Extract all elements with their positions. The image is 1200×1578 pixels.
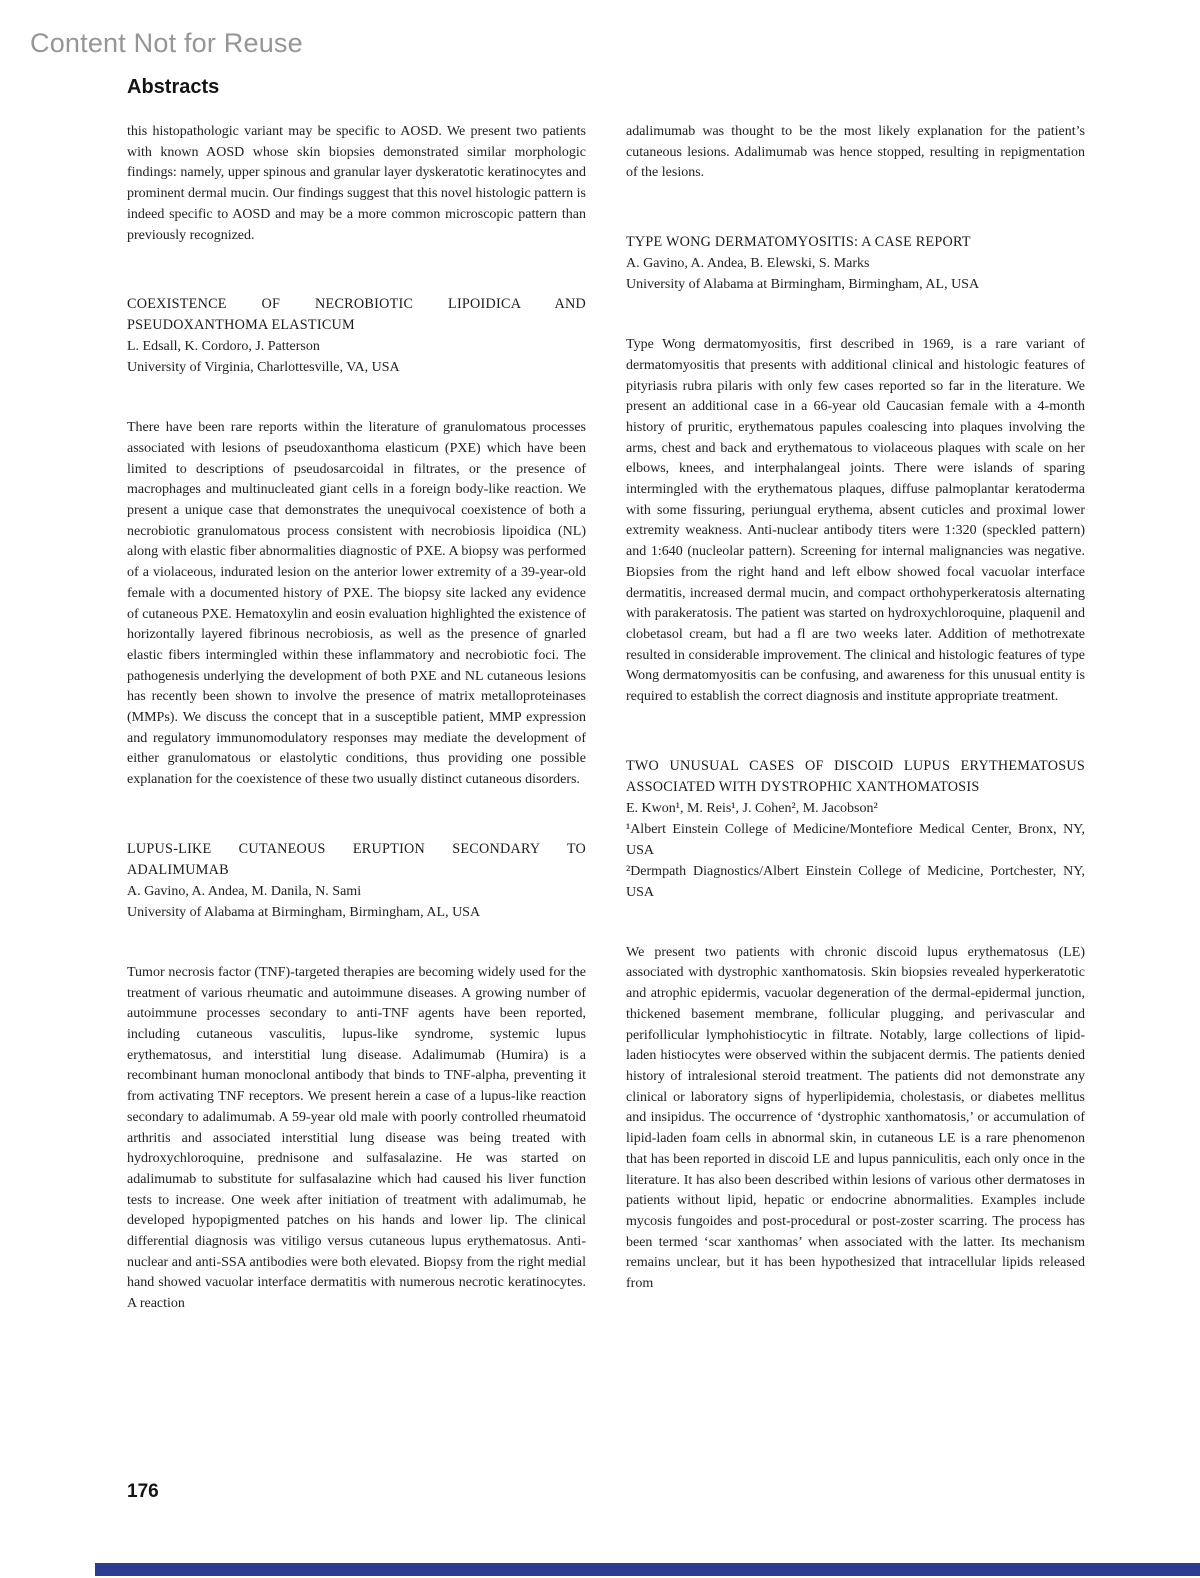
abstract-affiliation: University of Alabama at Birmingham, Birmingham, AL, USA bbox=[127, 904, 481, 920]
page-number: 176 bbox=[127, 1481, 159, 1502]
abstract-authors: A. Gavino, A. Andea, M. Danila, N. Sami bbox=[127, 883, 362, 899]
abstract-authors: L. Edsall, K. Cordoro, J. Patterson bbox=[127, 339, 320, 355]
continuation-paragraph: this histopathologic variant may be specific to AOSD. We present two patients with known AOSD whose skin biopsies demonstrated similar morphologic findings: namely, upper spinous and granular layer dyskeratotic keratinocytes and prominent dermal mucin. Our findings suggest that this novel histologic pattern is indeed specific to AOSD and may be a more common microscopic pattern than previously recognized. bbox=[127, 124, 586, 243]
abstract-body: There have been rare reports within the literature of granulomatous processes associated with lesions of pseudoxanthoma elasticum (PXE) which have been limited to descriptions of pseudosarcoidal in filtrates, or the presence of macrophages and multinucleated giant cells in a foreign body-like reaction. We present a unique case that demonstrates the unequivocal coexistence of both a necrobiotic granulomatous process consistent with necrobiosis lipoidica (NL) along with elastic fiber abnormalities diagnostic of PXE. A biopsy was performed of a violaceous, indurated lesion on the anterior lower extremity of a 39-year-old female with a documented history of PXE. The biopsy site lacked any evidence of cutaneous PXE. Hematoxylin and eosin evaluation highlighted the existence of horizontally layered fibrinous necrobiosis, as well as the presence of gnarled elastic fibers intermingled within these inflammatory and necrobiotic foci. The pathogenesis underlying the development of both PXE and NL cutaneous lesions has recently been shown to involve the presence of matrix metalloproteinases (MMPs). We discuss the concept that in a susceptible patient, MMP expression and regulatory immunomodulatory responses may mediate the development of either granulomatous or elastolytic conditions, thus providing one possible explanation for the coexistence of these two usually distinct cutaneous disorders. bbox=[127, 420, 586, 788]
right-column bbox=[626, 122, 1085, 1315]
abstract-affiliation: ²Dermpath Diagnostics/Albert Einstein College of Medicine, Portchester, NY, USA bbox=[626, 863, 1085, 900]
footer-bar bbox=[95, 1563, 1200, 1576]
section-title: Abstracts bbox=[127, 76, 220, 98]
abstract-authors: E. Kwon¹, M. Reis¹, J. Cohen², M. Jacobson² bbox=[626, 800, 878, 816]
abstract-affiliation: University of Virginia, Charlottesville, VA, USA bbox=[127, 360, 400, 376]
watermark: Content Not for Reuse bbox=[30, 28, 303, 58]
abstract-body: We present two patients with chronic discoid lupus erythematosus (LE) associated with dystrophic xanthomatosis. Skin biopsies revealed hyperkeratotic and atrophic epidermis, vacuolar degeneration of the dermal-epidermal junction, thickened basement membrane, follicular plugging, and perivascular and perifollicular lymphohistiocytic in filtrate. Notably, large collections of lipid-laden histiocytes were observed within the subjacent dermis. The patients denied history of intralesional steroid treatment. The patients did not demonstrate any clinical or laboratory signs of hyperlipidemia, cholestasis, or diabetes mellitus and insipidus. The occurrence of ‘dystrophic xanthomatosis,’ or accumulation of lipid-laden foam cells in abnormal skin, in cutaneous LE is a rare phenomenon that has been reported in discoid LE and lupus panniculitis, each only once in the literature. It has also been described within lesions of various other dermatoses in patients without lipid, hepatic or endocrine abnormalities. Examples include mycosis fungoides and post-procedural or post-zoster scarring. The process has been termed ‘scar xanthomas’ when associated with the latter. Its mechanism remains unclear, but it has been hypothesized that intracellular lipids released from bbox=[626, 944, 1085, 1292]
abstract-affiliation: University of Alabama at Birmingham, Birmingham, AL, USA bbox=[626, 277, 980, 293]
abstract-affiliation: ¹Albert Einstein College of Medicine/Montefiore Medical Center, Bronx, NY, USA bbox=[626, 821, 1085, 858]
abstract-heading: LUPUS-LIKE CUTANEOUS ERUPTION SECONDARY TO ADALIMUMAB bbox=[127, 840, 586, 878]
abstract-heading: TYPE WONG DERMATOMYOSITIS: A CASE REPORT bbox=[626, 234, 971, 251]
abstract-body: Type Wong dermatomyositis, first described in 1969, is a rare variant of dermatomyositis that presents with additional clinical and histologic features of pityriasis rubra pilaris with only few cases reported so far in the literature. We present an additional case in a 66-year old Caucasian female with a 4-month history of pruritic, erythematous papules coalescing into plaques involving the arms, chest and back and erythematous to violaceous plaques with scale on her elbows, knees, and interphalangeal joints. There were islands of sparing intermingled with the erythematous plaques, diffuse palmoplantar keratoderma with some fissuring, periungual erythema, absent cuticles and proximal lower extremity weakness. Anti-nuclear antibody titers were 1:320 (speckled pattern) and 1:640 (nucleolar pattern). Screening for internal malignancies was negative. Biopsies from the right hand and left elbow showed focal vacuolar interface dermatitis, increased dermal mucin, and compact orthohyperkeratosis alternating with parakeratosis. The patient was started on hydroxychloroquine, plaquenil and clobetasol cream, but had a fl are two weeks later. Addition of methotrexate resulted in considerable improvement. The clinical and histologic features of type Wong dermatomyositis can be confusing, and awareness for this unusual entity is required to establish the correct diagnosis and institute appropriate treatment. bbox=[626, 337, 1085, 705]
abstract-heading: COEXISTENCE OF NECROBIOTIC LIPOIDICA AND PSEUDOXANTHOMA ELASTICUM bbox=[127, 296, 586, 334]
abstract-heading: TWO UNUSUAL CASES OF DISCOID LUPUS ERYTHEMATOSUS ASSOCIATED WITH DYSTROPHIC XANTHOMATOSIS bbox=[626, 757, 1085, 795]
abstract-discoid-lupus bbox=[626, 756, 1085, 1295]
abstract-authors: A. Gavino, A. Andea, B. Elewski, S. Marks bbox=[626, 256, 870, 272]
continuation-paragraph: adalimumab was thought to be the most likely explanation for the patient’s cutaneous lesions. Adalimumab was hence stopped, resulting in repigmentation of the lesions. bbox=[626, 124, 1085, 181]
abstract-body: Tumor necrosis factor (TNF)-targeted therapies are becoming widely used for the treatment of various rheumatic and autoimmune diseases. A growing number of autoimmune processes secondary to anti-TNF agents have been reported, including cutaneous vasculitis, lupus-like syndrome, systemic lupus erythematosus, and interstitial lung disease. Adalimumab (Humira) is a recombinant human monoclonal antibody that binds to TNF-alpha, preventing it from activating TNF receptors. We present herein a case of a lupus-like reaction secondary to adalimumab. A 59-year old male with poorly controlled rheumatoid arthritis and associated interstitial lung disease was being treated with hydroxychloroquine, prednisone and sulfasalazine. He was started on adalimumab to substitute for sulfasalazine which had caused his liver function tests to increase. One week after initiation of treatment with adalimumab, he developed hypopigmented patches on his hands and lower lip. The clinical differential diagnosis was vitiligo versus cutaneous lupus erythematosus. Anti-nuclear and anti-SSA antibodies were both elevated. Biopsy from the right medial hand showed vacuolar interface dermatitis with numerous necrotic keratinocytes. A reaction bbox=[127, 964, 586, 1312]
abstract-type-wong bbox=[626, 232, 1085, 708]
abstracts-columns bbox=[127, 122, 1085, 1315]
abstract-lupus-like bbox=[127, 839, 586, 1315]
abstract-coexistence bbox=[127, 294, 586, 791]
left-column bbox=[127, 122, 586, 1315]
